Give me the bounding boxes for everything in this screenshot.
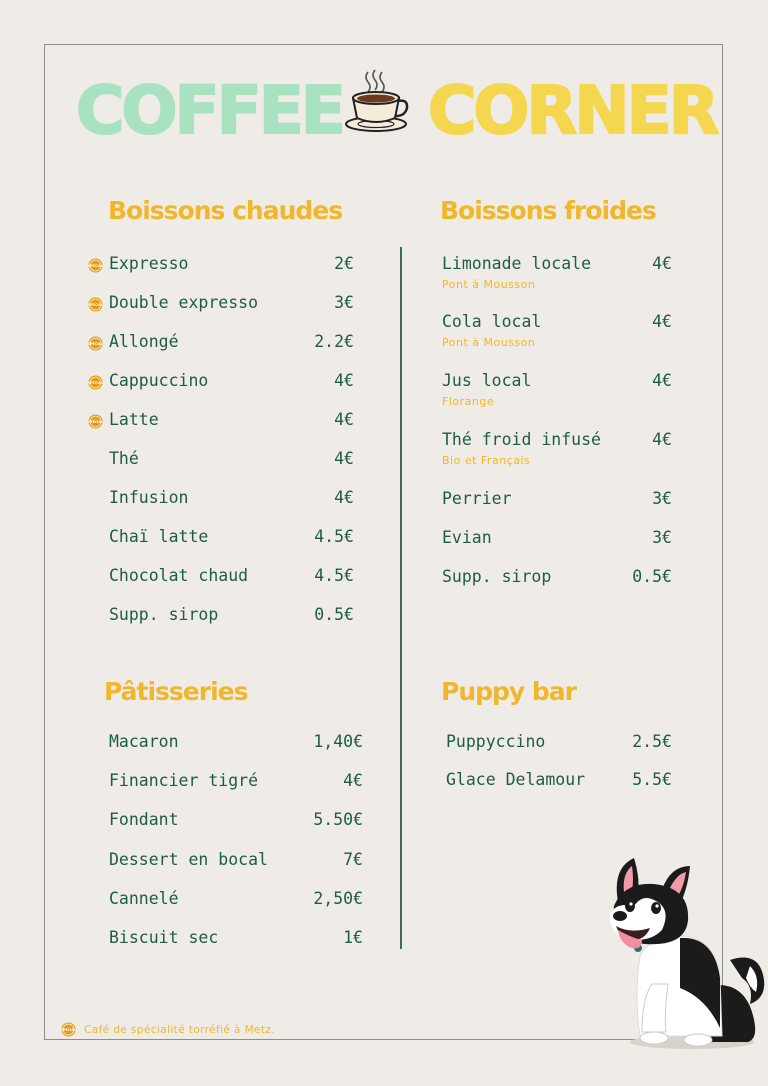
menu-item-origin: Bio et Français [442, 454, 531, 467]
footer-note: Café de spécialité torréfié à Metz. [84, 1024, 276, 1036]
specialty-badge-icon [88, 336, 103, 351]
specialty-badge-icon [88, 375, 103, 390]
title-coffee: COFFEE [76, 72, 343, 149]
menu-item-name: Allongé [109, 332, 179, 351]
menu-item-price: 2.5€ [632, 732, 672, 751]
svg-text:SPÉCIAL: SPÉCIAL [61, 1028, 76, 1033]
menu-item-name: Fondant [109, 810, 179, 830]
menu-item-price: 0.5€ [314, 605, 354, 624]
menu-item-name: Supp. sirop [442, 567, 552, 586]
section-title-puppy-bar: Puppy bar [441, 677, 577, 706]
svg-text:SPÉCIAL: SPÉCIAL [88, 420, 103, 425]
specialty-badge-icon [61, 1022, 76, 1037]
menu-item-price: 4€ [652, 312, 672, 331]
menu-item-name: Chaï latte [109, 527, 209, 546]
menu-item-price: 4€ [343, 771, 363, 791]
menu-item-price: 4.5€ [314, 527, 354, 546]
menu-item-price: 4€ [652, 371, 672, 390]
menu-item-price: 3€ [334, 293, 354, 312]
menu-item-name: Cannelé [109, 888, 179, 908]
menu-item-price: 4€ [334, 488, 354, 507]
menu-item-price: 7€ [343, 849, 363, 869]
menu-item-name: Puppyccino [446, 732, 546, 751]
menu-item-name: Dessert en bocal [109, 849, 268, 869]
menu-item-name: Limonade locale [442, 254, 592, 273]
specialty-badge-icon [88, 258, 103, 273]
svg-text:SPÉCIAL: SPÉCIAL [88, 264, 103, 269]
menu-item-name: Biscuit sec [109, 928, 219, 947]
menu-item-name: Financier tigré [109, 771, 259, 791]
menu-item-name: Evian [442, 528, 492, 547]
menu-item-name: Cappuccino [109, 371, 209, 390]
title-corner: CORNER [428, 72, 717, 149]
section-title-pastries: Pâtisseries [104, 677, 248, 706]
menu-item-price: 4.5€ [314, 566, 354, 585]
menu-item-price: 1€ [343, 928, 363, 947]
menu-item-origin: Florange [442, 395, 495, 408]
menu-item-name: Expresso [109, 254, 189, 273]
menu-item-price: 0.5€ [632, 567, 672, 586]
section-title-hot-drinks: Boissons chaudes [108, 196, 343, 225]
specialty-badge-icon [88, 297, 103, 312]
menu-item-price: 4€ [334, 371, 354, 390]
menu-item-price: 2.2€ [314, 332, 354, 351]
husky-dog-illustration [600, 856, 768, 1052]
menu-item-price: 2€ [334, 254, 354, 273]
menu-item-name: Thé froid infusé [442, 430, 601, 449]
menu-item-name: Thé [109, 449, 139, 468]
coffee-cup-icon [340, 64, 412, 136]
menu-item-price: 3€ [652, 528, 672, 547]
menu-item-name: Infusion [109, 488, 189, 507]
menu-item-name: Chocolat chaud [109, 566, 249, 585]
menu-item-price: 5.5€ [632, 770, 672, 789]
menu-item-price: 5.50€ [313, 810, 363, 830]
menu-item-price: 2,50€ [313, 888, 363, 908]
menu-item-name: Macaron [109, 732, 179, 751]
menu-item-name: Cola local [442, 312, 542, 331]
menu-item-price: 4€ [652, 254, 672, 273]
svg-text:SPÉCIAL: SPÉCIAL [88, 381, 103, 386]
column-divider [400, 247, 402, 949]
svg-text:SPÉCIAL: SPÉCIAL [88, 342, 103, 347]
menu-item-price: 3€ [652, 489, 672, 508]
menu-item-price: 4€ [652, 430, 672, 449]
menu-item-name: Double expresso [109, 293, 259, 312]
menu-item-name: Glace Delamour [446, 770, 586, 789]
menu-item-name: Jus local [442, 371, 532, 390]
menu-item-name: Latte [109, 410, 159, 429]
menu-item-origin: Pont à Mousson [442, 278, 536, 291]
menu-item-name: Perrier [442, 489, 512, 508]
section-title-cold-drinks: Boissons froides [440, 196, 656, 225]
menu-item-price: 1,40€ [313, 732, 363, 751]
menu-item-price: 4€ [334, 449, 354, 468]
menu-item-origin: Pont à Mousson [442, 336, 536, 349]
svg-text:SPÉCIAL: SPÉCIAL [88, 303, 103, 308]
menu-item-price: 4€ [334, 410, 354, 429]
specialty-badge-icon [88, 414, 103, 429]
menu-item-name: Supp. sirop [109, 605, 219, 624]
